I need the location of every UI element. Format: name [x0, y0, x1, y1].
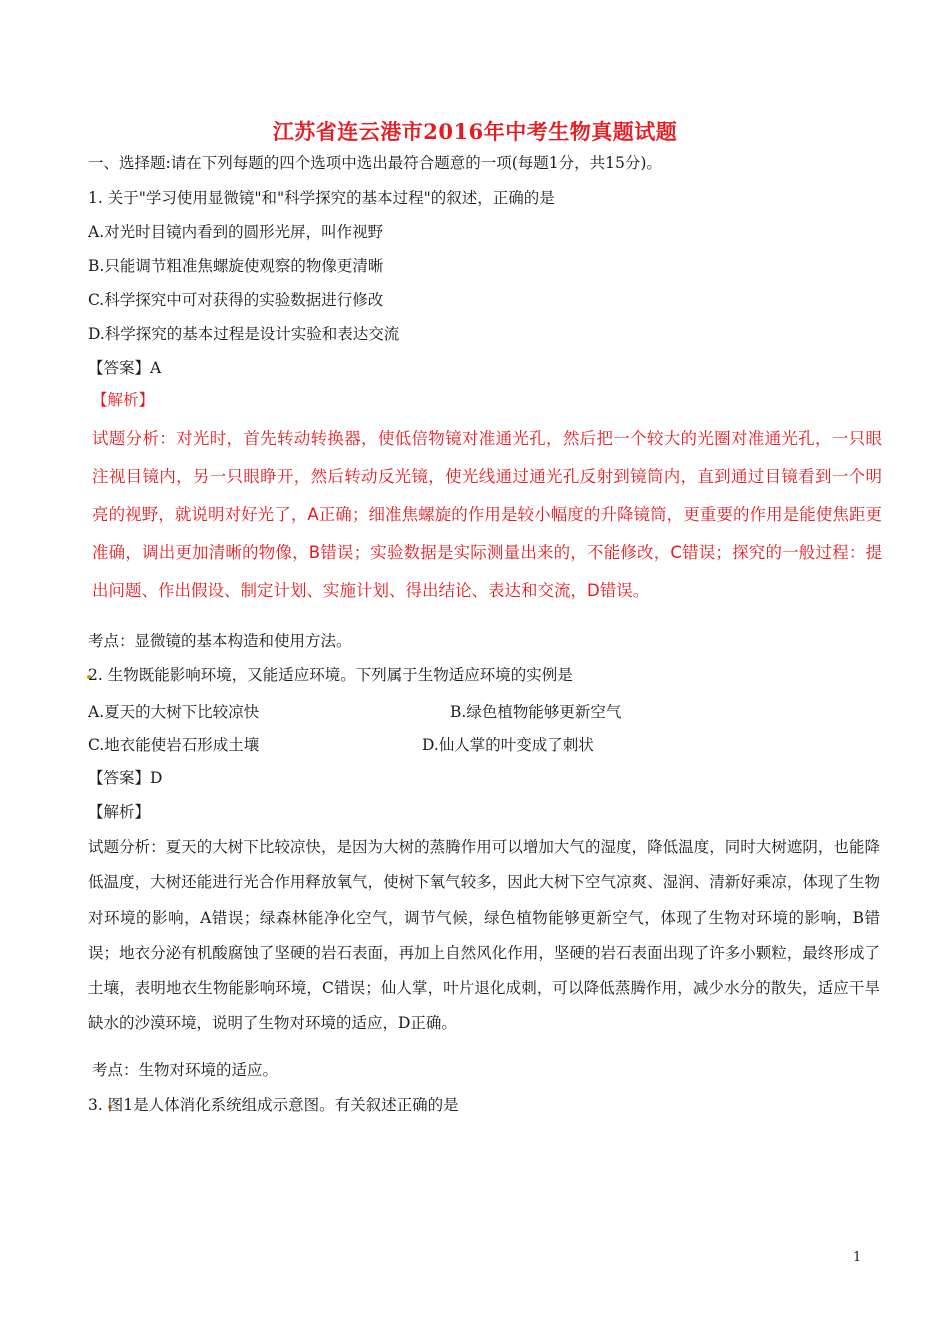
q3-stem: 3. 图1是人体消化系统组成示意图。有关叙述正确的是	[88, 1096, 459, 1114]
q2-stem: 2. 生物既能影响环境，又能适应环境。下列属于生物适应环境的实例是	[88, 666, 573, 684]
q2-option-a: A.夏天的大树下比较凉快	[88, 703, 260, 721]
q2-option-c: C.地衣能使岩石形成土壤	[88, 736, 260, 754]
q2-analysis: 试题分析：夏天的大树下比较凉快，是因为大树的蒸腾作用可以增加大气的湿度，降低温度，同时大树遮阴，也能降低温度，大树还能进行光合作用释放氧气，使树下氧气较多，因此大树下空气凉爽、湿润、清新好乘凉，体现了生物对环境的影响，A错误；绿森林能净化空气，调节气候，绿色植物能够更新空气，体现了生物对环境的影响，B错误；地衣分泌有机酸腐蚀了坚硬的岩石表面，再加上自然风化作用，坚硬的岩石表面出现了许多小颗粒，最终形成了土壤，表明地衣生物能影响环境，C错误；仙人掌，叶片退化成刺，可以降低蒸腾作用，减少水分的散失，适应干旱缺水的沙漠环境，说明了生物对环境的适应，D正确。	[88, 838, 880, 1033]
q2-option-d: D.仙人掌的叶变成了刺状	[422, 736, 594, 754]
q1-stem: 1. 关于"学习使用显微镜"和"科学探究的基本过程"的叙述，正确的是	[88, 189, 555, 207]
q1-analysis: 试题分析：对光时，首先转动转换器，使低倍物镜对准通光孔，然后把一个较大的光圈对准通光孔，一只眼注视目镜内，另一只眼睁开，然后转动反光镜，使光线通过通光孔反射到镜筒内，直到通过目镜看到一个明亮的视野，就说明对好光了，A正确；细准焦螺旋的作用是较小幅度的升降镜筒，更重要的作用是能使焦距更准确，调出更加清晰的物像，B错误；实验数据是实际测量出来的，不能修改，C错误；探究的一般过程：提出问题、作出假设、制定计划、实施计划、得出结论、表达和交流，D错误。	[92, 429, 882, 600]
q1-option-a: A.对光时目镜内看到的圆形光屏，叫作视野	[88, 223, 384, 241]
page-number: 1	[853, 1250, 862, 1265]
q2-option-b: B.绿色植物能够更新空气	[450, 703, 622, 721]
page-title: 江苏省连云港市2016年中考生物真题试题	[272, 119, 678, 144]
q1-option-b: B.只能调节粗准焦螺旋使观察的物像更清晰	[88, 257, 384, 275]
q1-option-c: C.科学探究中可对获得的实验数据进行修改	[88, 291, 384, 309]
q2-analysis-label: 【解析】	[88, 803, 151, 821]
q1-option-d: D.科学探究的基本过程是设计实验和表达交流	[88, 325, 400, 343]
q1-kaodian: 考点：显微镜的基本构造和使用方法。	[88, 632, 352, 650]
q1-answer: 【答案】A	[88, 359, 162, 377]
q2-answer: 【答案】D	[88, 769, 163, 787]
q1-analysis-label: 【解析】	[92, 391, 155, 409]
q2-kaodian: 考点：生物对环境的适应。	[92, 1061, 279, 1079]
section-heading: 一、选择题:请在下列每题的四个选项中选出最符合题意的一项(每题1分，共15分)。	[88, 154, 662, 172]
